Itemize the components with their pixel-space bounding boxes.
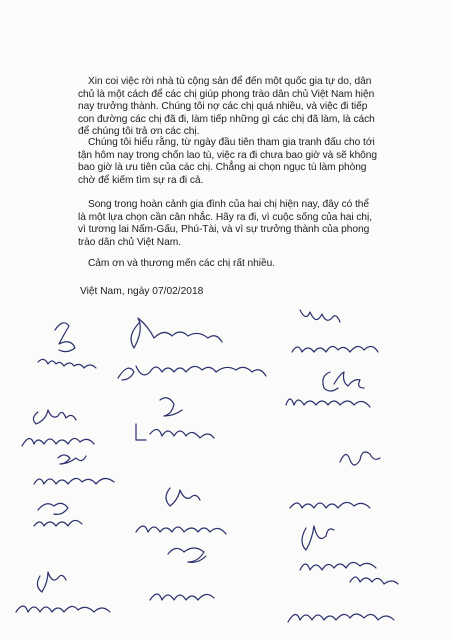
signature-pham-doan-trang (16, 572, 110, 612)
signature-nguyen-nguyen-binh (38, 323, 96, 368)
signature-mai-phuong-thao (288, 577, 398, 622)
paragraph-3: Song trong hoàn cảnh gia đình của hai chị hiện nay, đây có thể là một lựa chọn cần cân nhắc. Hãy ra đi, vì cuộc sống của hai chị, vì tương lai Nấm-Gấu, Phú-Tài, và vì sự trưởng thành của phong trào dân chủ Việt Nam. (78, 199, 373, 248)
signature-nguyen-trung-hanh (292, 310, 378, 352)
paragraph-4: Cảm ơn và thương mến các chị rất nhiều. (88, 258, 275, 269)
signature-trinh-kim-tien (136, 488, 226, 534)
signature-dang-vu-luong (300, 526, 376, 570)
signature-tran-duong-nam (34, 455, 114, 484)
signature-area (0, 300, 452, 640)
signatures-svg (0, 300, 452, 640)
paragraph-2: Chúng tôi hiểu rằng, từ ngày đầu tiên tham gia tranh đấu cho tới tận hôm nay trong chốn lao tù, việc ra đi chưa bao giờ và sẽ không bao giờ là ưu tiên của các chị. Chẳng ai chọn ngục tù làm phòng chờ để kiếm tìm sự ra đi cả. (78, 137, 378, 186)
signature-dang-kien-phuc (22, 410, 94, 446)
signature-phuong-thao (34, 503, 82, 526)
date-line: Việt Nam, ngày 07/02/2018 (80, 286, 204, 297)
signature-le-ngoc-hoang (136, 398, 214, 440)
signature-phan-trong-khang (118, 318, 266, 380)
signature-huynh-ngoc-chenh (286, 372, 370, 407)
paragraph-1: Xin coi việc rời nhà tù cộng sản để đến một quốc gia tự do, dân chủ là một cách để các chị giúp phong trào dân chủ Việt Nam hiện nay trưởng thành. Chúng tôi nợ các chị quá nhiều, và việc đi tiếp con đường các chị đã đi, làm tiếp những gì các chị đã làm, là cách để chúng tôi trả ơn các chị. (78, 76, 375, 137)
signature-trinh-huu-long (290, 452, 380, 508)
signature-la-viet-dung (150, 548, 214, 600)
